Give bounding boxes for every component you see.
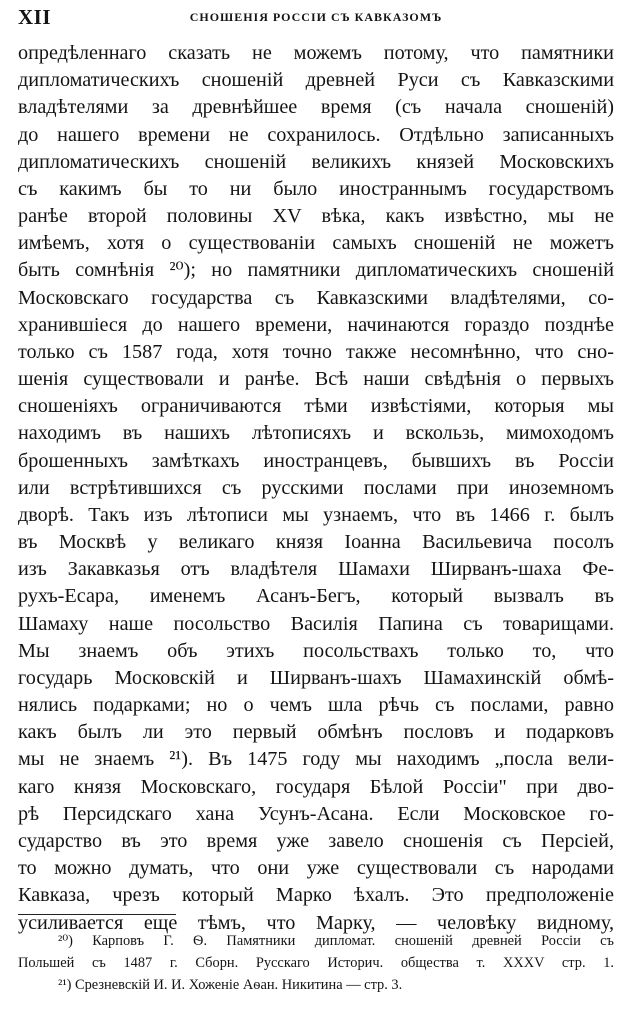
text-line: усиливается еще тѣмъ, что Марку, — человѣку видному, bbox=[18, 911, 614, 934]
page-header bbox=[18, 4, 614, 30]
text-line: Московскаго государства съ Кавказскими владѣтелями, со- bbox=[18, 286, 614, 309]
text-line: дворѣ. Такъ изъ лѣтописи мы узнаемъ, что въ 1466 г. былъ bbox=[18, 503, 614, 526]
footnote-divider bbox=[18, 914, 176, 915]
text-line: владѣтелями за древнѣйшее время (съ начала сношеній) bbox=[18, 96, 614, 119]
text-line: рѣ Персидскаго хана Усунъ-Асана. Если Московское го- bbox=[18, 802, 614, 825]
text-line: каго князя Московскаго, государя Бѣлой Россіи" при дво- bbox=[18, 775, 614, 798]
text-line: рухъ-Есара, именемъ Асанъ-Бегъ, который вызвалъ въ bbox=[18, 585, 614, 608]
text-line: имѣемъ, хотя о существованіи самыхъ сношеній не можетъ bbox=[18, 232, 614, 255]
text-line: сношеніяхъ ограничиваются тѣми извѣстіями, которыя мы bbox=[18, 395, 614, 418]
text-line: государь Московскій и Ширванъ-шахъ Шамахинскій обмѣ- bbox=[18, 666, 614, 689]
text-line: какъ былъ ли это первый обмѣнъ пословъ и подарковъ bbox=[18, 721, 614, 744]
page-number: XII bbox=[18, 5, 52, 29]
text-line: сударство въ это время уже завело сношенія съ Персіей, bbox=[18, 829, 614, 852]
text-line: брошенныхъ замѣткахъ иностранцевъ, бывшихъ въ Россіи bbox=[18, 449, 614, 472]
text-line: съ какимъ бы то ни было иностраннымъ государствомъ bbox=[18, 177, 614, 200]
text-line: мы не знаемъ ²¹). Въ 1475 году мы находимъ „посла вели- bbox=[18, 748, 614, 771]
text-line: шенія существовали и ранѣе. Всѣ наши свѣдѣнія о первыхъ bbox=[18, 368, 614, 391]
text-line: ранѣе второй половины XV вѣка, какъ извѣстно, мы не bbox=[18, 205, 614, 228]
text-line: или встрѣтившихся съ русскими послами при иноземномъ bbox=[18, 476, 614, 499]
footnote-20-continued: Польшей съ 1487 г. Сборн. Русскаго Историч. общества т. XXXV стр. 1. bbox=[18, 955, 614, 971]
text-line: Кавказа, чрезъ который Марко ѣхалъ. Это предположеніе bbox=[18, 884, 614, 907]
footnote-20: ²⁰) Карповъ Г. Ѳ. Памятники дипломат. сношеній древней Россіи съ bbox=[58, 933, 614, 949]
text-line: хранившіеся до нашего времени, начинаются гораздо позднѣе bbox=[18, 313, 614, 336]
text-line: то можно думать, что они уже существовали съ народами bbox=[18, 857, 614, 880]
text-line: дипломатическихъ сношеній великихъ князей Московскихъ bbox=[18, 150, 614, 173]
text-line: только съ 1587 года, хотя точно также несомнѣнно, что сно- bbox=[18, 340, 614, 363]
text-line: Шамаху наше посольство Василія Папина съ товарищами. bbox=[18, 612, 614, 635]
text-line: быть сомнѣнія ²⁰); но памятники дипломатическихъ сношеній bbox=[18, 259, 614, 282]
footnote-21: ²¹) Срезневскій И. И. Хоженіе Аѳан. Никитина — стр. 3. bbox=[58, 977, 403, 993]
text-line: дипломатическихъ сношеній древней Руси съ Кавказскими bbox=[18, 69, 614, 92]
text-line: нялись подарками; но о чемъ шла рѣчь съ послами, равно bbox=[18, 694, 614, 717]
text-line: Мы знаемъ объ этихъ посольствахъ только то, что bbox=[18, 639, 614, 662]
text-line: опредѣленнаго сказать не можемъ потому, что памятники bbox=[18, 42, 614, 64]
text-line: изъ Закавказья отъ владѣтеля Шамахи Ширванъ-шаха Фе- bbox=[18, 558, 614, 581]
text-line: до нашего времени не сохранилось. Отдѣльно записанныхъ bbox=[18, 123, 614, 146]
body-text bbox=[18, 40, 614, 937]
text-line: въ Москвѣ у великаго князя Іоанна Васильевича посолъ bbox=[18, 531, 614, 554]
running-title: СНОШЕНІЯ РОССІИ СЪ КАВКАЗОМЪ bbox=[189, 10, 443, 24]
footnotes bbox=[18, 930, 614, 996]
text-line: находимъ въ нашихъ лѣтописяхъ и вскользь, мимоходомъ bbox=[18, 422, 614, 445]
